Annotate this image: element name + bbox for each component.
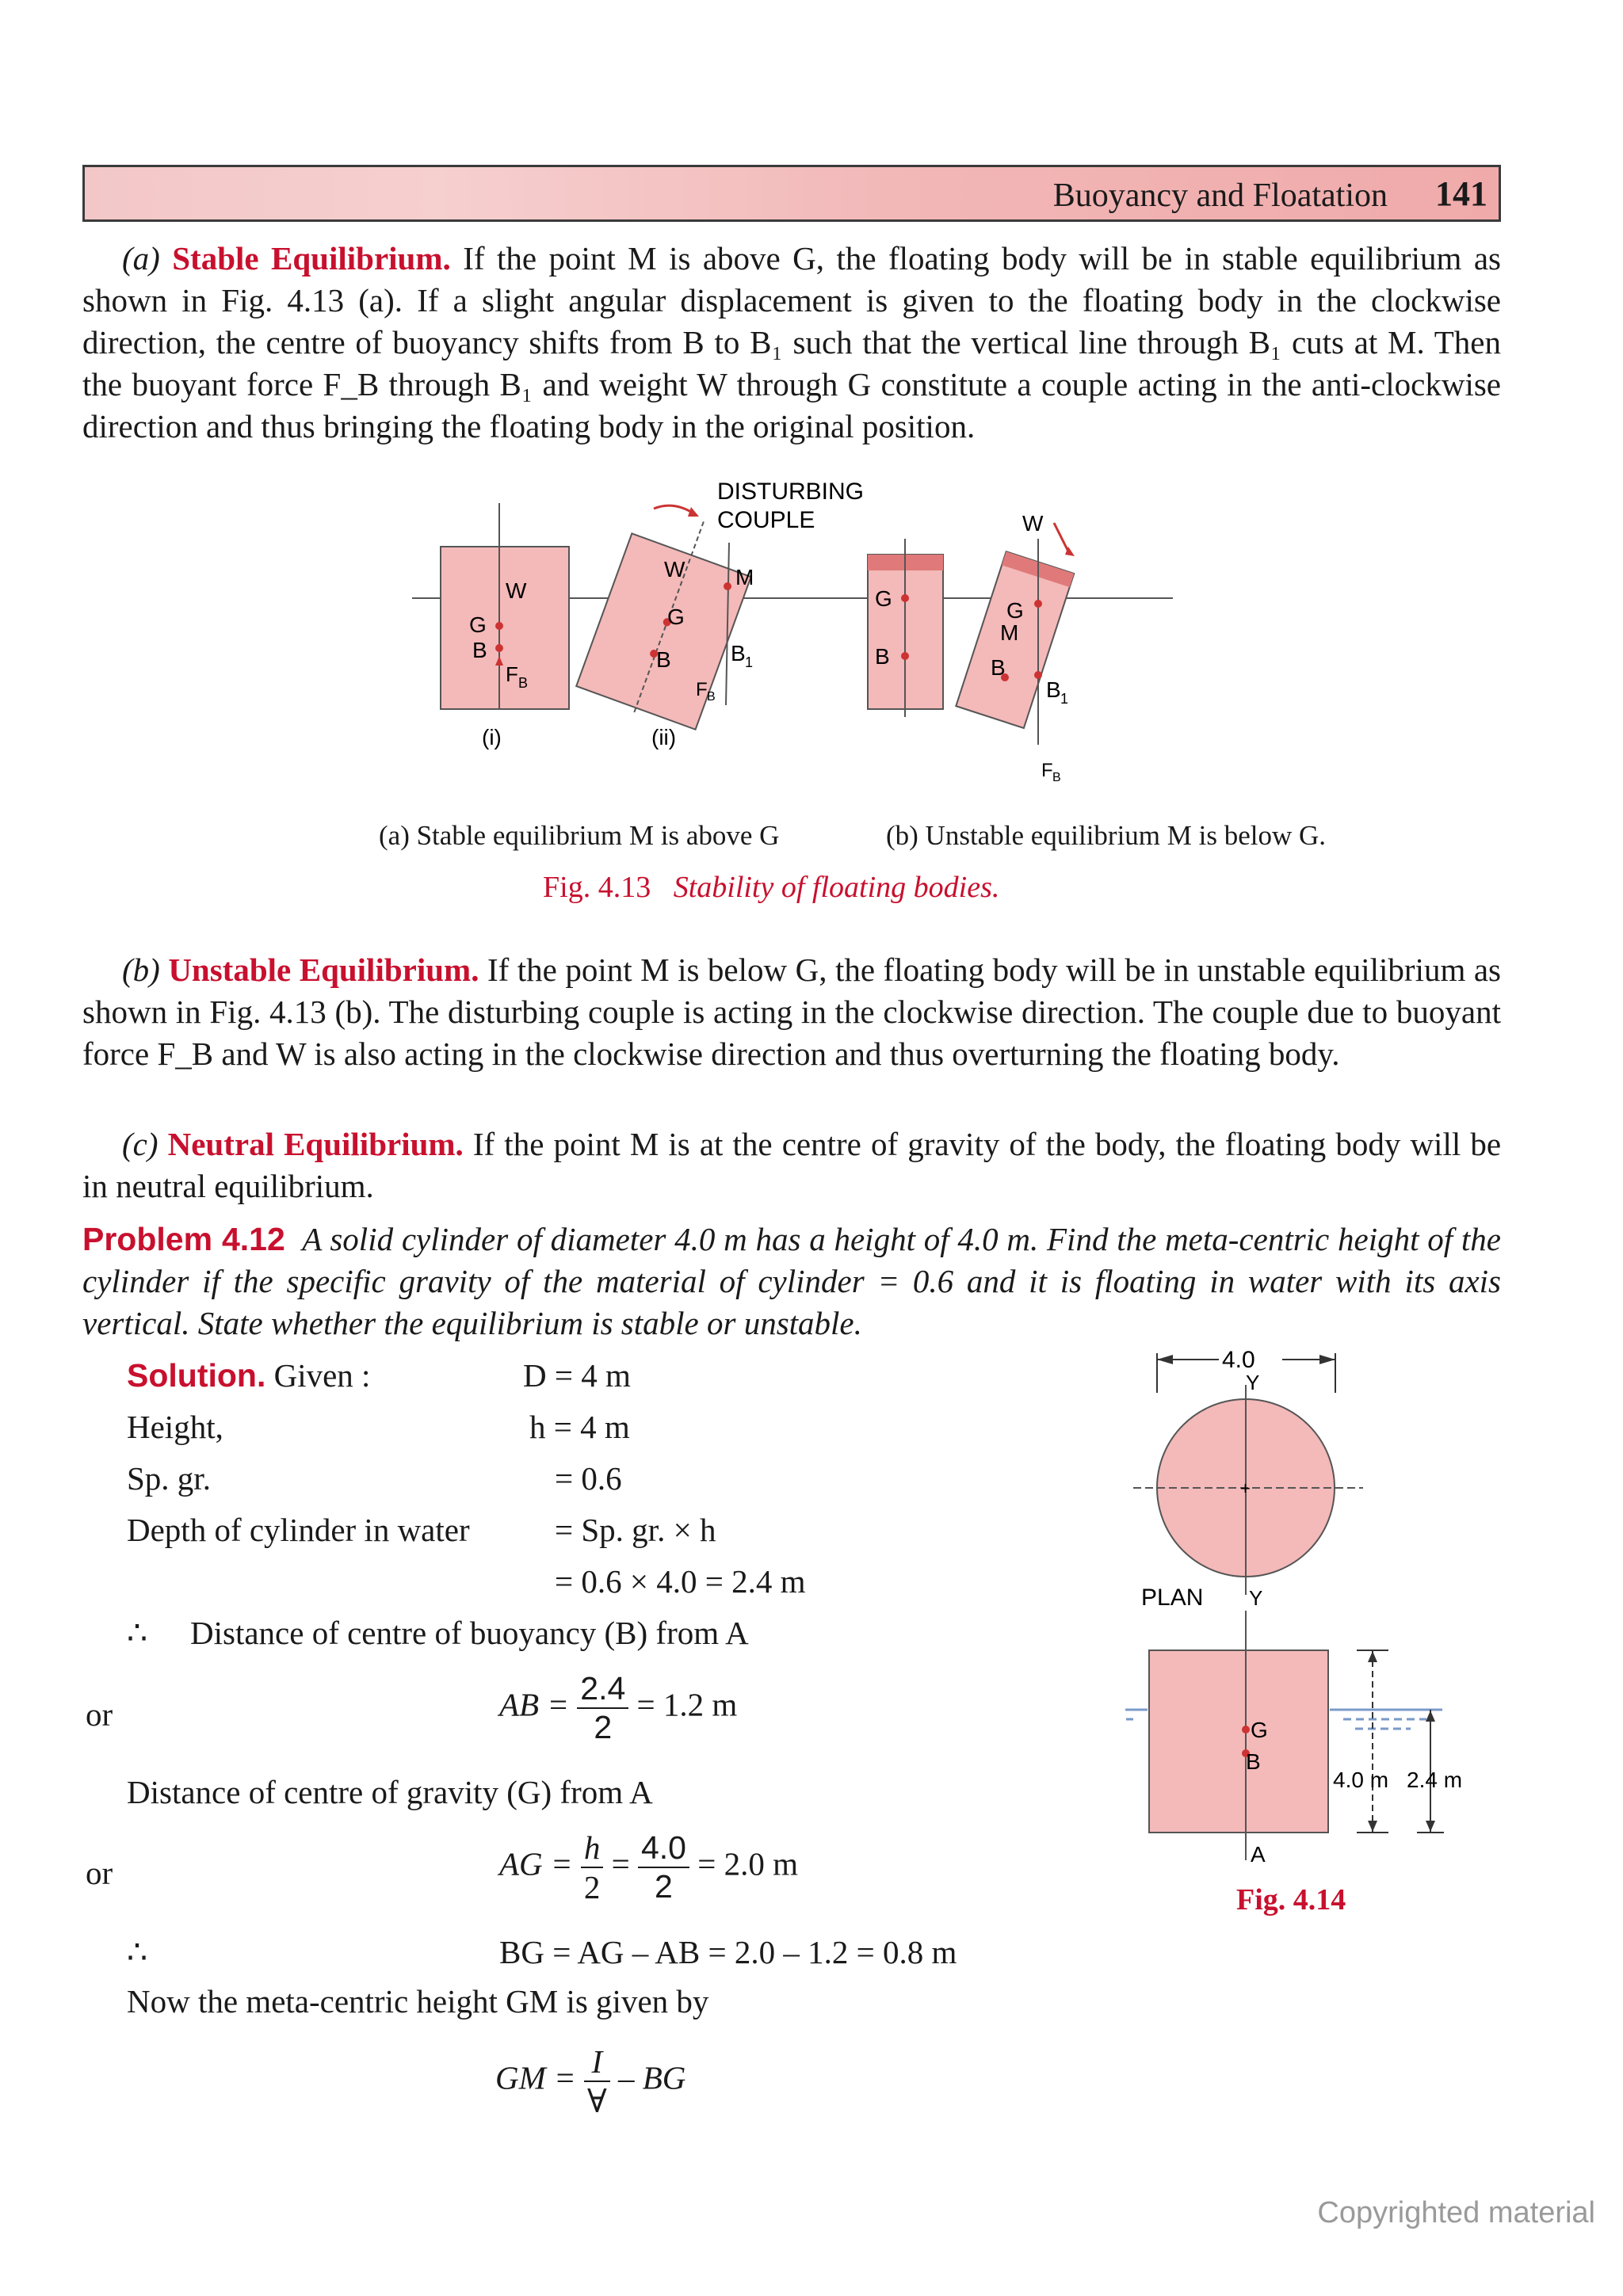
figure-4-13 [412, 467, 1236, 800]
label-spgr: Sp. gr. [127, 1460, 211, 1497]
svg-text:W: W [664, 557, 685, 582]
svg-text:A: A [1251, 1842, 1266, 1867]
svg-text:PLAN: PLAN [1141, 1585, 1204, 1611]
dist-b-text: Distance of centre of buoyancy (B) from A [190, 1615, 749, 1651]
eq-gm: GM = $\frac{I}{\forall}$ – BG [495, 2043, 686, 2119]
given-height: h = 4 m [529, 1409, 630, 1445]
svg-text:G: G [875, 586, 892, 611]
svg-text:G: G [469, 612, 487, 637]
body-i [441, 503, 569, 749]
given-spgr: = 0.6 [555, 1460, 622, 1497]
svg-text:F: F [1041, 760, 1053, 781]
svg-text:B: B [1246, 1749, 1261, 1774]
fig-4-14-label: Fig. 4.14 [1236, 1883, 1346, 1917]
svg-text:+: + [1240, 1478, 1251, 1498]
therefore-2: ∴ [127, 1934, 148, 1970]
paragraph-stable [82, 238, 1501, 448]
dist-g-text: Distance of centre of gravity (G) from A [127, 1774, 653, 1810]
caption-b: (b) Unstable equilibrium M is below G. [886, 820, 1327, 851]
solution-heading: Solution. Given : [127, 1357, 371, 1394]
eq-bg: BG = AG – AB = 2.0 – 1.2 = 0.8 m [499, 1934, 957, 1970]
svg-text:G: G [1251, 1718, 1268, 1742]
running-title: Buoyancy and Floatation [1052, 177, 1388, 214]
page-header [82, 165, 1501, 222]
svg-text:2.4 m: 2.4 m [1407, 1768, 1463, 1792]
svg-text:(i): (i) [482, 725, 502, 749]
body-iii [868, 539, 943, 717]
svg-text:B: B [1052, 771, 1061, 784]
label-height: Height, [127, 1409, 223, 1445]
svg-text:4.0: 4.0 [1222, 1347, 1255, 1373]
page-number: 141 [1435, 174, 1487, 213]
svg-text:M: M [1000, 620, 1019, 645]
svg-text:W: W [506, 578, 527, 603]
svg-text:F: F [506, 662, 518, 686]
svg-text:B: B [875, 644, 890, 669]
depth-value: = 0.6 × 4.0 = 2.4 m [555, 1563, 806, 1600]
svg-text:G: G [1006, 598, 1024, 623]
svg-text:W: W [1022, 511, 1044, 536]
svg-text:B: B [656, 647, 671, 672]
svg-text:Y: Y [1246, 1371, 1260, 1394]
para-text: If the point M is above G, the floating body will be in stable equilibrium as shown in Fig. 4.13 (a). If a slight angular displacement is given to the floating body in the clockwise direction, the centre of buoyancy shifts from B to B₁ such that the vertical line through B₁ cuts at M. Then the buoyant force F_B through B₁ and weight W through G constitute a couple acting in the anti-clockwise direction and thus bringing the floating body in the original position. [82, 240, 1502, 444]
gm-intro: Now the meta-centric height GM is given by [127, 1983, 709, 2019]
svg-text:1: 1 [745, 654, 754, 670]
fig-4-13-title: Fig. 4.13 Stability of floating bodies. [543, 871, 1000, 904]
copyright-notice: Copyrighted material [1317, 2196, 1595, 2229]
paragraph-unstable: (b) Unstable Equilibrium. If the point M is below G, the floating body will be in unstable equilibrium as shown in Fig. 4.13 (b). The disturbing couple is acting in the clockwise direction. The couple due to buoyant force F_B and W is also acting in the clockwise direction and thus overturning the floating body. [82, 952, 1502, 1072]
svg-text:B: B [1046, 677, 1061, 702]
svg-text:(ii): (ii) [651, 725, 677, 749]
eq-ag: AG = $\frac{h}{2}$ = $\frac{4.0}{2}$ = 2.0 m [499, 1829, 798, 1905]
svg-text:B: B [731, 641, 746, 666]
svg-text:4.0 m: 4.0 m [1333, 1768, 1389, 1792]
svg-text:F: F [696, 679, 708, 700]
svg-text:B: B [991, 655, 1006, 680]
depth-formula: = Sp. gr. × h [555, 1512, 716, 1548]
figure-4-14 [1125, 1337, 1498, 1924]
label-depth: Depth of cylinder in water [127, 1512, 470, 1548]
svg-text:M: M [735, 565, 754, 589]
eq-ab: AB = $\frac{2.4}{2}$ = 1.2 m [499, 1670, 738, 1745]
problem-4-12: Problem 4.12 A solid cylinder of diameter 4.0 m has a height of 4.0 m. Find the meta-centric height of the cylinder if the specific gravity of the material of cylinder = 0.6 and it is floating in water with its axis vertical. State whether the equilibrium is stable or unstable. [82, 1221, 1502, 1341]
or-1: or [86, 1696, 113, 1733]
para-label: (a) [122, 240, 160, 277]
or-2: or [86, 1855, 113, 1891]
svg-text:G: G [667, 605, 685, 629]
svg-text:COUPLE: COUPLE [717, 507, 815, 533]
given-diameter: D = 4 m [523, 1357, 631, 1394]
svg-text:1: 1 [1060, 691, 1069, 707]
svg-text:B: B [472, 638, 487, 662]
caption-a: (a) Stable equilibrium M is above G [379, 820, 780, 851]
svg-text:B: B [707, 690, 716, 704]
svg-text:Y: Y [1249, 1586, 1263, 1610]
para-heading: Stable Equilibrium. [172, 240, 451, 277]
therefore-1: ∴ [127, 1615, 148, 1651]
svg-text:B: B [518, 675, 529, 691]
svg-text:DISTURBING: DISTURBING [717, 479, 865, 505]
paragraph-neutral: (c) Neutral Equilibrium. If the point M is at the centre of gravity of the body, the floating body will be in neutral equilibrium. [82, 1126, 1502, 1204]
